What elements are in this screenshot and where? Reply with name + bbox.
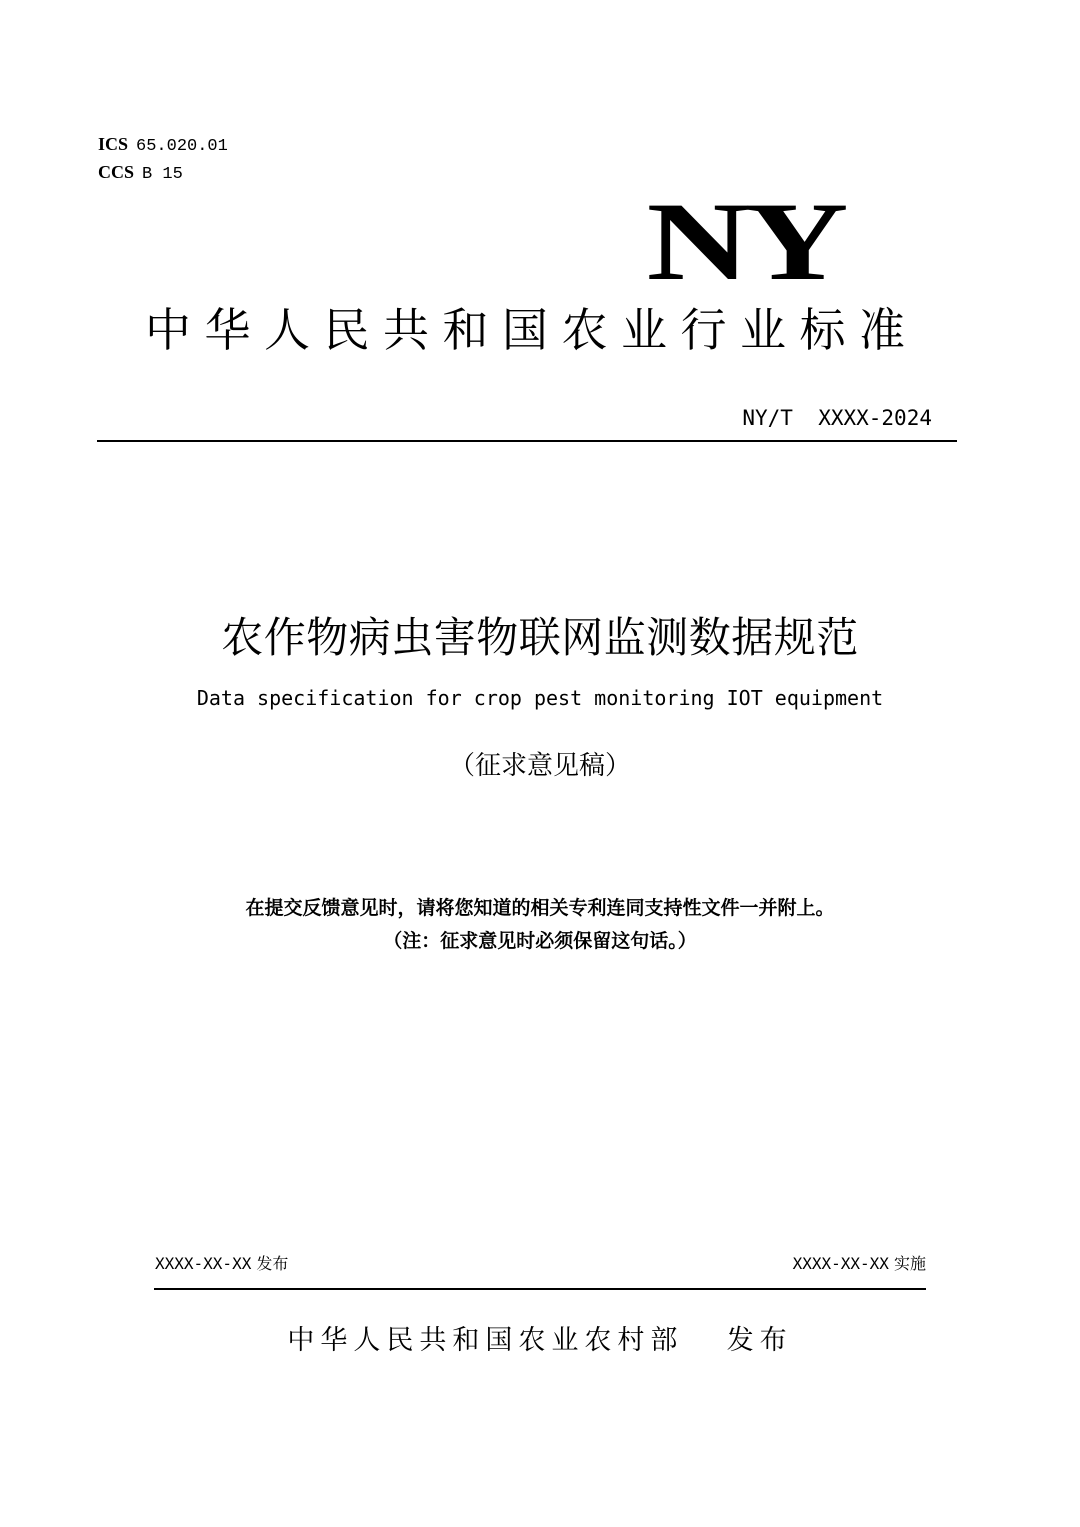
publish-date-value: XXXX-XX-XX: [155, 1254, 252, 1273]
patent-notice-line1: 在提交反馈意见时，请将您知道的相关专利连同支持性文件一并附上。: [245, 897, 835, 919]
ics-code: [98, 134, 228, 157]
draft-status: （征求意见稿）: [448, 751, 631, 781]
standard-type-title: 中华人民共和国农业行业标准: [145, 303, 919, 357]
ny-logo: NY: [646, 180, 844, 304]
publisher-action: 发布: [726, 1325, 793, 1356]
standard-number: NY/T XXXX-2024: [742, 406, 932, 430]
ccs-label: CCS: [98, 162, 135, 182]
publish-date: [155, 1252, 288, 1276]
publish-date-label: 发布: [256, 1254, 289, 1273]
implement-date: [793, 1252, 926, 1276]
document-title-cn: 农作物病虫害物联网监测数据规范: [221, 613, 859, 662]
document-title-en: Data specification for crop pest monitoring IOT equipment: [196, 686, 884, 710]
ics-value: 65.020.01: [136, 137, 228, 156]
ccs-code: [98, 162, 183, 185]
ccs-value: B 15: [142, 165, 183, 184]
implement-date-value: XXXX-XX-XX: [792, 1254, 889, 1273]
footer-divider: [154, 1288, 926, 1290]
publisher: [0, 1321, 1080, 1361]
publisher-name: 中华人民共和国农业农村部: [287, 1325, 684, 1356]
header-divider: [97, 440, 957, 442]
ics-label: ICS: [98, 134, 129, 154]
patent-notice-line2: （注：征求意见时必须保留这句话。）: [383, 930, 697, 952]
implement-date-label: 实施: [893, 1254, 926, 1273]
